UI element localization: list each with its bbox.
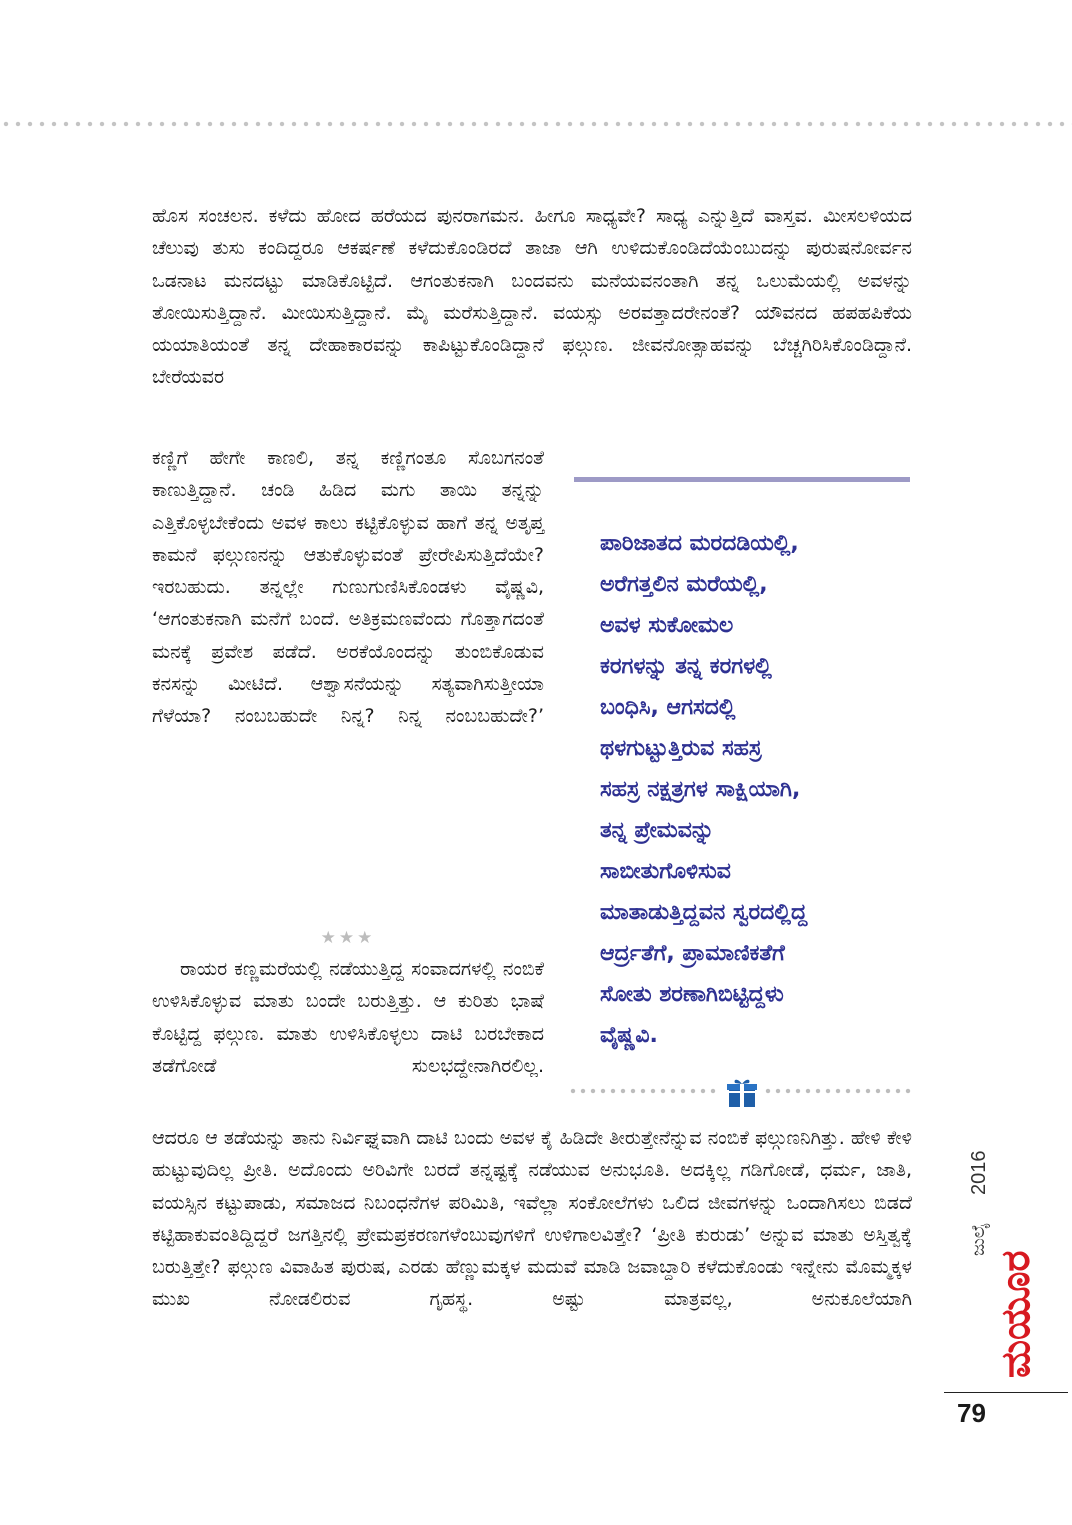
article-paragraph-left-2: ರಾಯರ ಕಣ್ಣಮರೆಯಲ್ಲಿ ನಡೆಯುತ್ತಿದ್ದ ಸಂವಾದಗಳಲ್ಲಿ ನಂಬಿಕೆ ಉಳಿಸಿಕೊಳ್ಳುವ ಮಾತು ಬಂದೇ ಬರುತ್ತಿತ್ತು. ಆ ಕುರಿತು ಭಾಷೆ ಕೊಟ್ಟಿದ್ದ ಫಲ್ಗುಣ. ಮಾತು ಉಳಿಸಿಕೊಳ್ಳಲು ದಾಟಿ ಬರಬೇಕಾದ ತಡೆಗೋಡೆ ಸುಲಭದ್ದೇನಾಗಿರಲಿಲ್ಲ. <box>152 958 544 1077</box>
pullquote-line: ತನ್ನ ಪ್ರೇಮವನ್ನು <box>600 818 715 843</box>
pullquote-line: ಸಾಬೀತುಗೊಳಿಸುವ <box>600 859 731 884</box>
pullquote-line: ಸೋತು ಶರಣಾಗಿಬಿಟ್ಟಿದ್ದಳು <box>600 982 784 1007</box>
dotted-line-left <box>568 1087 718 1095</box>
pullquote-line: ಬಂಧಿಸಿ, ಆಗಸದಲ್ಲಿ <box>600 695 736 720</box>
pullquote-line: ಅರೆಗತ್ತಲಿನ ಮರೆಯಲ್ಲಿ, <box>600 572 768 597</box>
pullquote-rule <box>574 477 910 482</box>
issue-year: 2016 <box>968 1150 990 1195</box>
pullquote-line: ಆರ್ದ್ರತೆಗೆ, ಪ್ರಾಮಾಣಿಕತೆಗೆ <box>600 941 785 966</box>
top-dotted-divider <box>0 120 1072 128</box>
pullquote <box>600 523 912 1056</box>
pullquote-line: ಕರಗಳನ್ನು ತನ್ನ ಕರಗಳಲ್ಲಿ <box>600 654 772 679</box>
dotted-line-right <box>763 1087 912 1095</box>
pullquote-line: ಥಳಗುಟ್ಟುತ್ತಿರುವ ಸಹಸ್ರ <box>600 736 762 761</box>
footer-rule <box>944 1392 1068 1393</box>
magazine-logo: ಮಯೂರ <box>993 1250 1039 1378</box>
pullquote-line: ಮಾತಾಡುತ್ತಿದ್ದವನ ಸ್ವರದಲ್ಲಿದ್ದ <box>600 900 808 925</box>
pullquote-line: ಪಾರಿಜಾತದ ಮರದಡಿಯಲ್ಲಿ, <box>600 531 799 556</box>
article-paragraph-bottom: ಆದರೂ ಆ ತಡೆಯನ್ನು ತಾನು ನಿರ್ವಿಘ್ನವಾಗಿ ದಾಟಿ ಬಂದು ಅವಳ ಕೈ ಹಿಡಿದೇ ತೀರುತ್ತೇನೆನ್ನುವ ನಂಬಿಕೆ ಫಲ್ಗುಣನಿಗಿತ್ತು. ಹೇಳಿ ಕೇಳಿ ಹುಟ್ಟುವುದಿಲ್ಲ ಪ್ರೀತಿ. ಅದೊಂದು ಅರಿವಿಗೇ ಬರದೆ ತನ್ನಷ್ಟಕ್ಕೆ ನಡೆಯುವ ಅನುಭೂತಿ. ಅದಕ್ಕಿಲ್ಲ ಗಡಿಗೋಡೆ, ಧರ್ಮ, ಜಾತಿ, ವಯಸ್ಸಿನ ಕಟ್ಟುಪಾಡು, ಸಮಾಜದ ನಿಬಂಧನೆಗಳ ಪರಿಮಿತಿ, ಇವೆಲ್ಲಾ ಸಂಕೋಲೆಗಳು ಒಲಿದ ಜೀವಗಳನ್ನು ಒಂದಾಗಿಸಲು ಬಿಡದೆ ಕಟ್ಟಿಹಾಕುವಂತಿದ್ದಿದ್ದರೆ ಜಗತ್ತಿನಲ್ಲಿ ಪ್ರೇಮಪ್ರಕರಣಗಳೆಂಬುವುಗಳಿಗೆ ಉಳಿಗಾಲವಿತ್ತೇ? ‘ಪ್ರೀತಿ ಕುರುಡು’ ಅನ್ನುವ ಮಾತು ಅಸ್ತಿತ್ವಕ್ಕೆ ಬರುತ್ತಿತ್ತೇ? ಫಲ್ಗುಣ ವಿವಾಹಿತ ಪುರುಷ, ಎರಡು ಹೆಣ್ಣುಮಕ್ಕಳ ಮದುವೆ ಮಾಡಿ ಜವಾಬ್ದಾರಿ ಕಳೆದುಕೊಂಡು ಇನ್ನೇನು ಮೊಮ್ಮಕ್ಕಳ ಮುಖ ನೋಡಲಿರುವ ಗೃಹಸ್ಥ. ಅಷ್ಟು ಮಾತ್ರವಲ್ಲ, ಅನುಕೂಲೆಯಾಗಿ <box>152 1127 912 1311</box>
section-separator: ★★★ <box>320 928 376 948</box>
pullquote-line: ವೈಷ್ಣವಿ. <box>600 1023 658 1048</box>
pullquote-line: ಸಹಸ್ರ ನಕ್ಷತ್ರಗಳ ಸಾಕ್ಷಿಯಾಗಿ, <box>600 777 801 802</box>
article-paragraph-left: ಕಣ್ಣಿಗೆ ಹೇಗೇ ಕಾಣಲಿ, ತನ್ನ ಕಣ್ಣಿಗಂತೂ ಸೊಬಗನಂತೆ ಕಾಣುತ್ತಿದ್ದಾನೆ. ಚಂಡಿ ಹಿಡಿದ ಮಗು ತಾಯಿ ತನ್ನನ್ನು ಎತ್ತಿಕೊಳ್ಳಬೇಕೆಂದು ಅವಳ ಕಾಲು ಕಟ್ಟಿಕೊಳ್ಳುವ ಹಾಗೆ ತನ್ನ ಅತೃಪ್ತ ಕಾಮನೆ ಫಲ್ಗುಣನನ್ನು ಆತುಕೊಳ್ಳುವಂತೆ ಪ್ರೇರೇಪಿಸುತ್ತಿದೆಯೇ? ಇರಬಹುದು. ತನ್ನಲ್ಲೇ ಗುಣುಗುಣಿಸಿಕೊಂಡಳು ವೈಷ್ಣವಿ, ‘ಆಗಂತುಕನಾಗಿ ಮನೆಗೆ ಬಂದೆ. ಅತಿಕ್ರಮಣವೆಂದು ಗೊತ್ತಾಗದಂತೆ ಮನಕ್ಕೆ ಪ್ರವೇಶ ಪಡೆದೆ. ಅರಕೆಯೊಂದನ್ನು ತುಂಬಿಕೊಡುವ ಕನಸನ್ನು ಮೀಟಿದೆ. ಆಶ್ವಾಸನೆಯನ್ನು ಸತ್ಯವಾಗಿಸುತ್ತೀಯಾ ಗೆಳೆಯಾ? ನಂಬಬಹುದೇ ನಿನ್ನ? ನಿನ್ನ ನಂಬಬಹುದೇ?’ <box>152 447 544 728</box>
ornament-divider <box>568 1078 912 1104</box>
gift-icon <box>726 1078 758 1108</box>
issue-month: ಜುಲೈ <box>968 1222 989 1256</box>
pullquote-line: ಅವಳ ಸುಕೋಮಲ <box>600 613 734 638</box>
page-number: 79 <box>957 1398 986 1428</box>
article-paragraph-top: ಹೊಸ ಸಂಚಲನ. ಕಳೆದು ಹೋದ ಹರೆಯದ ಪುನರಾಗಮನ. ಹೀಗೂ ಸಾಧ್ಯವೇ? ಸಾಧ್ಯ ಎನ್ನುತ್ತಿದೆ ವಾಸ್ತವ. ಮೀಸಲಳಿಯದ ಚೆಲುವು ತುಸು ಕಂದಿದ್ದರೂ ಆಕರ್ಷಣೆ ಕಳೆದುಕೊಂಡಿರದೆ ತಾಜಾ ಆಗಿ ಉಳಿದುಕೊಂಡಿದೆಯೆಂಬುದನ್ನು ಪುರುಷನೋರ್ವನ ಒಡನಾಟ ಮನದಟ್ಟು ಮಾಡಿಕೊಟ್ಟಿದೆ. ಆಗಂತುಕನಾಗಿ ಬಂದವನು ಮನೆಯವನಂತಾಗಿ ತನ್ನ ಒಲುಮೆಯಲ್ಲಿ ಅವಳನ್ನು ತೋಯಿಸುತ್ತಿದ್ದಾನೆ. ಮೀಯಿಸುತ್ತಿದ್ದಾನೆ. ಮೈ ಮರೆಸುತ್ತಿದ್ದಾನೆ. ವಯಸ್ಸು ಅರವತ್ತಾದರೇನಂತೆ? ಯೌವನದ ಹಪಹಪಿಕೆಯ ಯಯಾತಿಯಂತೆ ತನ್ನ ದೇಹಾಕಾರವನ್ನು ಕಾಪಿಟ್ಟುಕೊಂಡಿದ್ದಾನೆ ಫಲ್ಗುಣ. ಜೀವನೋತ್ಸಾಹವನ್ನು ಬೆಚ್ಚಗಿರಿಸಿಕೊಂಡಿದ್ದಾನೆ. ಬೇರೆಯವರ <box>152 205 912 389</box>
